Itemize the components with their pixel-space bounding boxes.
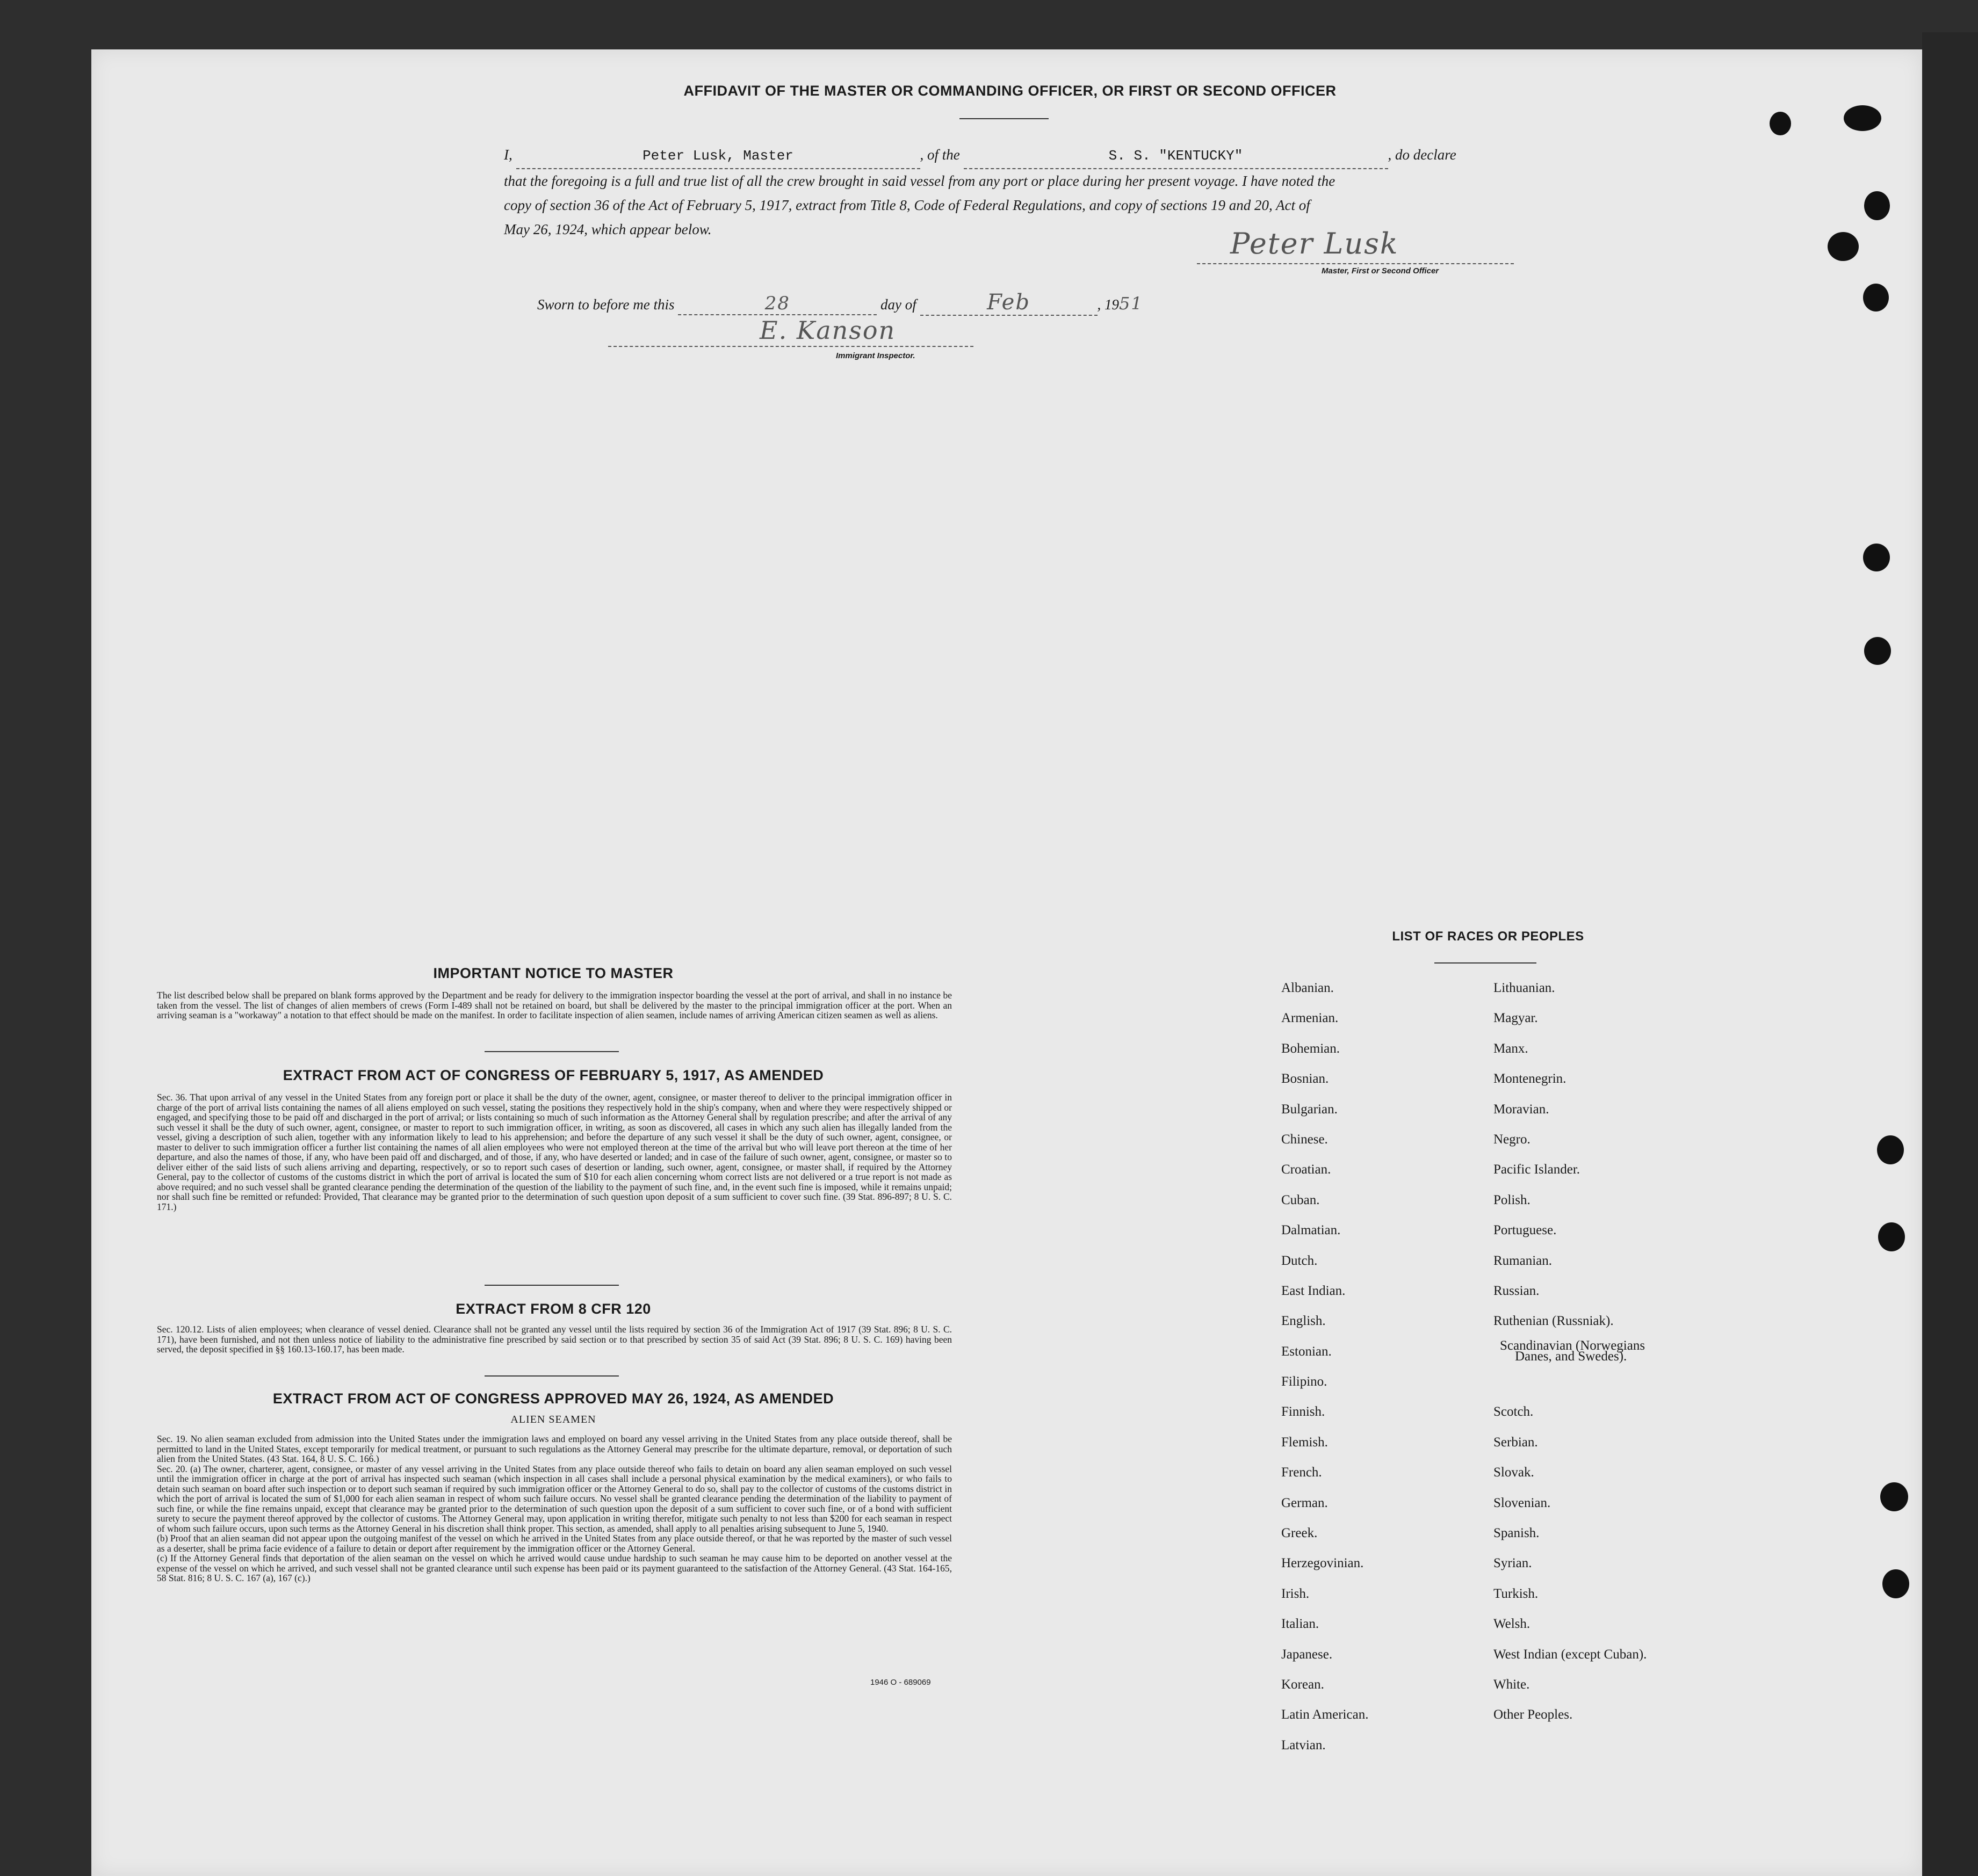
race-item: Latvian. — [1281, 1737, 1326, 1752]
master-name-field[interactable]: Peter Lusk, Master — [516, 144, 920, 169]
master-signature: Peter Lusk — [1230, 227, 1399, 260]
race-item: Moravian. — [1493, 1102, 1549, 1117]
race-item: Pacific Islander. — [1493, 1162, 1580, 1177]
punch-hole — [1880, 1482, 1908, 1511]
sworn-month-field[interactable]: Feb — [920, 290, 1098, 316]
race-item: Dalmatian. — [1281, 1223, 1341, 1238]
year-prefix: , 19 — [1097, 296, 1119, 313]
extract-1917-heading: EXTRACT FROM ACT OF CONGRESS OF FEBRUARY 5, 1917, AS AMENDED — [283, 1067, 824, 1083]
race-item: Slovak. — [1493, 1465, 1534, 1480]
race-item: Irish. — [1281, 1586, 1310, 1601]
sec20a-text: Sec. 20. (a) The owner, charterer, agent, consignee, or master of any vessel arriving in the United States from any place outside thereof who fails to detain on board any alien seaman employed on such vessel until the immigration officer in charge at the port of arrival has inspected such seaman (which inspection in all cases shall include a personal physical examination by the medical examiners), or who fails to detain such seaman on board after such inspection or to deport such seaman if required by such immigration officer or the Attorney General to do so, shall pay to the collector of customs of the customs district in which the port of arrival is located the sum of $1,000 for each alien seaman in respect of whom such failure occurs. No vessel shall be granted clearance pending the determination of the liability to payment of such fine, or while the fine remains unpaid, except that clearance may be granted prior to the determination of such question upon the deposit of a sum sufficient to cover such fine, or of a bond with sufficient surety to secure the payment thereof approved by the collector of customs. The Attorney General may, upon application in writing therefor, mitigate such penalty to not less than $200 for each seaman in respect of whom such failure occurs, upon such terms as the Attorney General in his discretion shall think proper. This section, as amended, shall apply to all penalties arising subsequent to June 5, 1940. — [157, 1463, 952, 1534]
race-item: Greek. — [1281, 1526, 1318, 1541]
notice-text: The list described below shall be prepared on blank forms approved by the Department and be ready for delivery to the immigration inspector boarding the vessel at the port of arrival, and shall in no instance be taken from the vessel. The list of changes of alien members of crews (Form I-489 shall not be retained on board, but shall be delivered by the master to the principal immigration officer at the port. When an arriving seaman is a "workaway" a notation to that effect should be made on the manifest. In order to facilitate inspection of alien seamen, include names of arriving American citizen seamen as well as aliens. — [157, 990, 952, 1020]
race-item: Other Peoples. — [1493, 1707, 1573, 1722]
race-item: Estonian. — [1281, 1344, 1332, 1359]
race-item: Croatian. — [1281, 1162, 1331, 1177]
extract-1924-heading: EXTRACT FROM ACT OF CONGRESS APPROVED MAY 26, 1924, AS AMENDED — [272, 1390, 834, 1407]
title-divider — [959, 118, 1049, 119]
race-item: Ruthenian (Russniak). — [1493, 1314, 1614, 1329]
race-item: Italian. — [1281, 1617, 1319, 1632]
inspector-caption: Immigrant Inspector. — [836, 351, 915, 360]
race-item: Montenegrin. — [1493, 1071, 1566, 1087]
race-item: Albanian. — [1281, 981, 1334, 995]
day-of-label: day of — [880, 296, 916, 313]
race-item: Bohemian. — [1281, 1041, 1340, 1056]
races-right-list — [1493, 973, 1647, 1730]
race-item: Herzegovinian. — [1281, 1556, 1364, 1571]
punch-hole — [1770, 112, 1791, 135]
inspector-signature-line — [608, 346, 973, 347]
races-heading: LIST OF RACES OR PEOPLES — [1392, 929, 1584, 944]
intro-i: I, — [504, 147, 512, 163]
race-item: Magyar. — [1493, 1011, 1538, 1026]
races-left-list — [1281, 973, 1368, 1761]
punch-hole — [1882, 1569, 1909, 1598]
race-item: Chinese. — [1281, 1132, 1328, 1147]
affidavit-line-3: copy of section 36 of the Act of February 5, 1917, extract from Title 8, Code of Federal Regulations, and copy of sections 19 and 20, Act of — [504, 197, 1310, 213]
race-item: Korean. — [1281, 1677, 1324, 1692]
race-item: Manx. — [1493, 1041, 1528, 1056]
punch-hole — [1863, 284, 1889, 312]
of-the-label: , of the — [920, 147, 960, 163]
race-item: Welsh. — [1493, 1617, 1531, 1632]
race-item: Polish. — [1493, 1192, 1531, 1207]
form-page — [91, 49, 1922, 1876]
race-item: English. — [1281, 1314, 1326, 1329]
races-divider — [1434, 962, 1536, 964]
vessel-field[interactable]: S. S. "KENTUCKY" — [964, 144, 1388, 169]
race-item: Serbian. — [1493, 1435, 1538, 1450]
sworn-year-field[interactable]: 51 — [1119, 293, 1143, 314]
extract-1917-text: Sec. 36. That upon arrival of any vessel in the United States from any foreign port or place it shall be the duty of the owner, agent, consignee, or master thereof to deliver to the principal immigration officer in charge of the port of arrival lists containing the names of all aliens employed on such vessel, stating the positions they respectively hold in the ship's company, when and where they were respectively shipped or engaged, and specifying those to be paid off and discharged in the port of arrival; or lists containing so much of such information as the Attorney General shall by regulation prescribe; and after the arrival of any such vessel it shall be the duty of such owner, agent, consignee, or master to report to such immigration officer, in writing, as soon as discovered, all cases in which any such alien has illegally landed from the vessel, giving a description of such alien, together with any information likely to lead to his apprehension; and before the departure of any such vessel it shall be the duty of such owner, agent, consignee, or master to deliver to such immigration officer a further list containing the names of all alien employees who were not employed thereon at the time of the arrival but who will leave port thereon at the time of her departure, and also the names of those, if any, who have been paid off and discharged, and of those, if any, who have deserted or landed; and in case of the failure of such owner, agent, consignee, or master so to deliver either of the said lists of such aliens arriving and departing, respectively, or so to report such cases of desertion or landing, such owner, agent, consignee, or master shall, if required by the Attorney General, pay to the collector of customs of the customs district in which the port of arrival is located the sum of $10 for each alien concerning whom correct lists are not delivered or a true report is not made as above required; and no such vessel shall be granted clearance pending the determination of the question of the liability to the payment of such fine, and, in the event such fine is imposed, while it remains unpaid; nor shall such fine be remitted or refunded: Provided, That clearance may be granted prior to the determination of such question upon deposit of a sum sufficient to cover such fine. (39 Stat. 896-897; 8 U. S. C. 171.) — [157, 1092, 952, 1212]
extract-1924-body — [157, 1434, 952, 1583]
master-signature-caption: Master, First or Second Officer — [1322, 266, 1439, 276]
race-item: Scandinavian (Norwegians — [1500, 1338, 1645, 1353]
sworn-label: Sworn to before me this — [537, 296, 675, 313]
race-item: Bulgarian. — [1281, 1102, 1338, 1117]
race-item: Flemish. — [1281, 1435, 1328, 1450]
punch-hole — [1878, 1222, 1905, 1251]
race-item: Cuban. — [1281, 1192, 1320, 1207]
affidavit-line-4: May 26, 1924, which appear below. — [504, 221, 712, 237]
scan-edge — [1922, 32, 1978, 1876]
punch-hole — [1828, 232, 1859, 261]
race-item: Syrian. — [1493, 1556, 1532, 1571]
race-item: Bosnian. — [1281, 1071, 1329, 1087]
race-item: Filipino. — [1281, 1374, 1327, 1389]
print-code: 1946 O - 689069 — [870, 1678, 931, 1687]
race-item: Latin American. — [1281, 1707, 1369, 1722]
race-item: Negro. — [1493, 1132, 1531, 1147]
punch-hole — [1864, 637, 1891, 665]
extract-1917-divider — [485, 1285, 619, 1286]
race-item: Japanese. — [1281, 1647, 1333, 1662]
race-item: Russian. — [1493, 1283, 1540, 1298]
master-signature-line — [1197, 263, 1514, 264]
race-item: West Indian (except Cuban). — [1493, 1647, 1647, 1662]
punch-hole — [1863, 544, 1890, 571]
punch-hole — [1864, 191, 1890, 220]
race-item: Turkish. — [1493, 1586, 1539, 1601]
race-item: Dutch. — [1281, 1253, 1318, 1268]
extract-cfr-divider — [485, 1375, 619, 1377]
race-item: Lithuanian. — [1493, 981, 1555, 995]
punch-hole — [1844, 105, 1881, 131]
race-item: Spanish. — [1493, 1526, 1540, 1541]
race-item: East Indian. — [1281, 1283, 1346, 1298]
sec20b-text: (b) Proof that an alien seaman did not appear upon the outgoing manifest of the vessel on which he arrived in the United States from any place outside thereof, or that he was reported by the master of such vessel as a deserter, shall be prima facie evidence of a failure to detain or deport after requirement by the immigration officer or the Attorney General. — [157, 1533, 952, 1554]
race-item: Scotch. — [1493, 1404, 1534, 1419]
race-item: Danes, and Swedes). — [1515, 1349, 1627, 1364]
affidavit-line-2: that the foregoing is a full and true list of all the crew brought in said vessel from any port or place during her present voyage. I have noted the — [504, 173, 1335, 189]
race-item: White. — [1493, 1677, 1530, 1692]
race-item: Finnish. — [1281, 1404, 1325, 1419]
race-item: French. — [1281, 1465, 1322, 1480]
sworn-day-field[interactable]: 28 — [678, 293, 877, 315]
do-declare-label: , do declare — [1388, 147, 1456, 163]
race-item: Rumanian. — [1493, 1253, 1553, 1268]
sworn-line — [537, 290, 1143, 316]
notice-divider — [485, 1051, 619, 1052]
race-item: German. — [1281, 1495, 1328, 1510]
extract-cfr-text: Sec. 120.12. Lists of alien employees; when clearance of vessel denied. Clearance shall not be granted any vessel until the lists required by section 36 of the Immigration Act of 1917 (39 Stat. 896; 8 U. S. C. 171), have been furnished, and not then unless notice of liability to the administrative fine prescribed by said section or to that prescribed by section 35 of said Act (39 Stat. 896; 8 U. S. C. 169) having been served, the deposit specified in §§ 160.13-160.17, has been made. — [157, 1324, 952, 1355]
punch-hole — [1877, 1135, 1904, 1164]
sec20c-text: (c) If the Attorney General finds that deportation of the alien seaman on the vessel on which he arrived would cause undue hardship to such seaman he may cause him to be deported on another vessel at the expense of the vessel on which he arrived, and such vessel shall not be granted clearance until such expense has been paid or its payment guaranteed to the satisfaction of the Attorney General. (43 Stat. 164-165, 58 Stat. 816; 8 U. S. C. 167 (a), 167 (c).) — [157, 1553, 952, 1583]
sec19-text: Sec. 19. No alien seaman excluded from admission into the United States under the immigration laws and employed on board any vessel arriving in the United States from any place outside thereof, shall be permitted to land in the United States, except temporarily for medical treatment, or pursuant to such regulations as the Attorney General may prescribe for the ultimate departure, removal, or deportation of such alien from the United States. (43 Stat. 164, 8 U. S. C. 166.) — [157, 1433, 952, 1464]
affidavit-line-1 — [504, 143, 1520, 169]
race-item: Armenian. — [1281, 1011, 1339, 1026]
inspector-signature: E. Kanson — [760, 316, 896, 345]
notice-heading: IMPORTANT NOTICE TO MASTER — [433, 965, 674, 981]
affidavit-title: AFFIDAVIT OF THE MASTER OR COMMANDING OFFICER, OR FIRST OR SECOND OFFICER — [683, 83, 1337, 99]
race-item: Slovenian. — [1493, 1495, 1551, 1510]
race-item: Portuguese. — [1493, 1223, 1557, 1238]
extract-1924-subheading: ALIEN SEAMEN — [510, 1414, 596, 1425]
extract-cfr-heading: EXTRACT FROM 8 CFR 120 — [456, 1301, 651, 1317]
